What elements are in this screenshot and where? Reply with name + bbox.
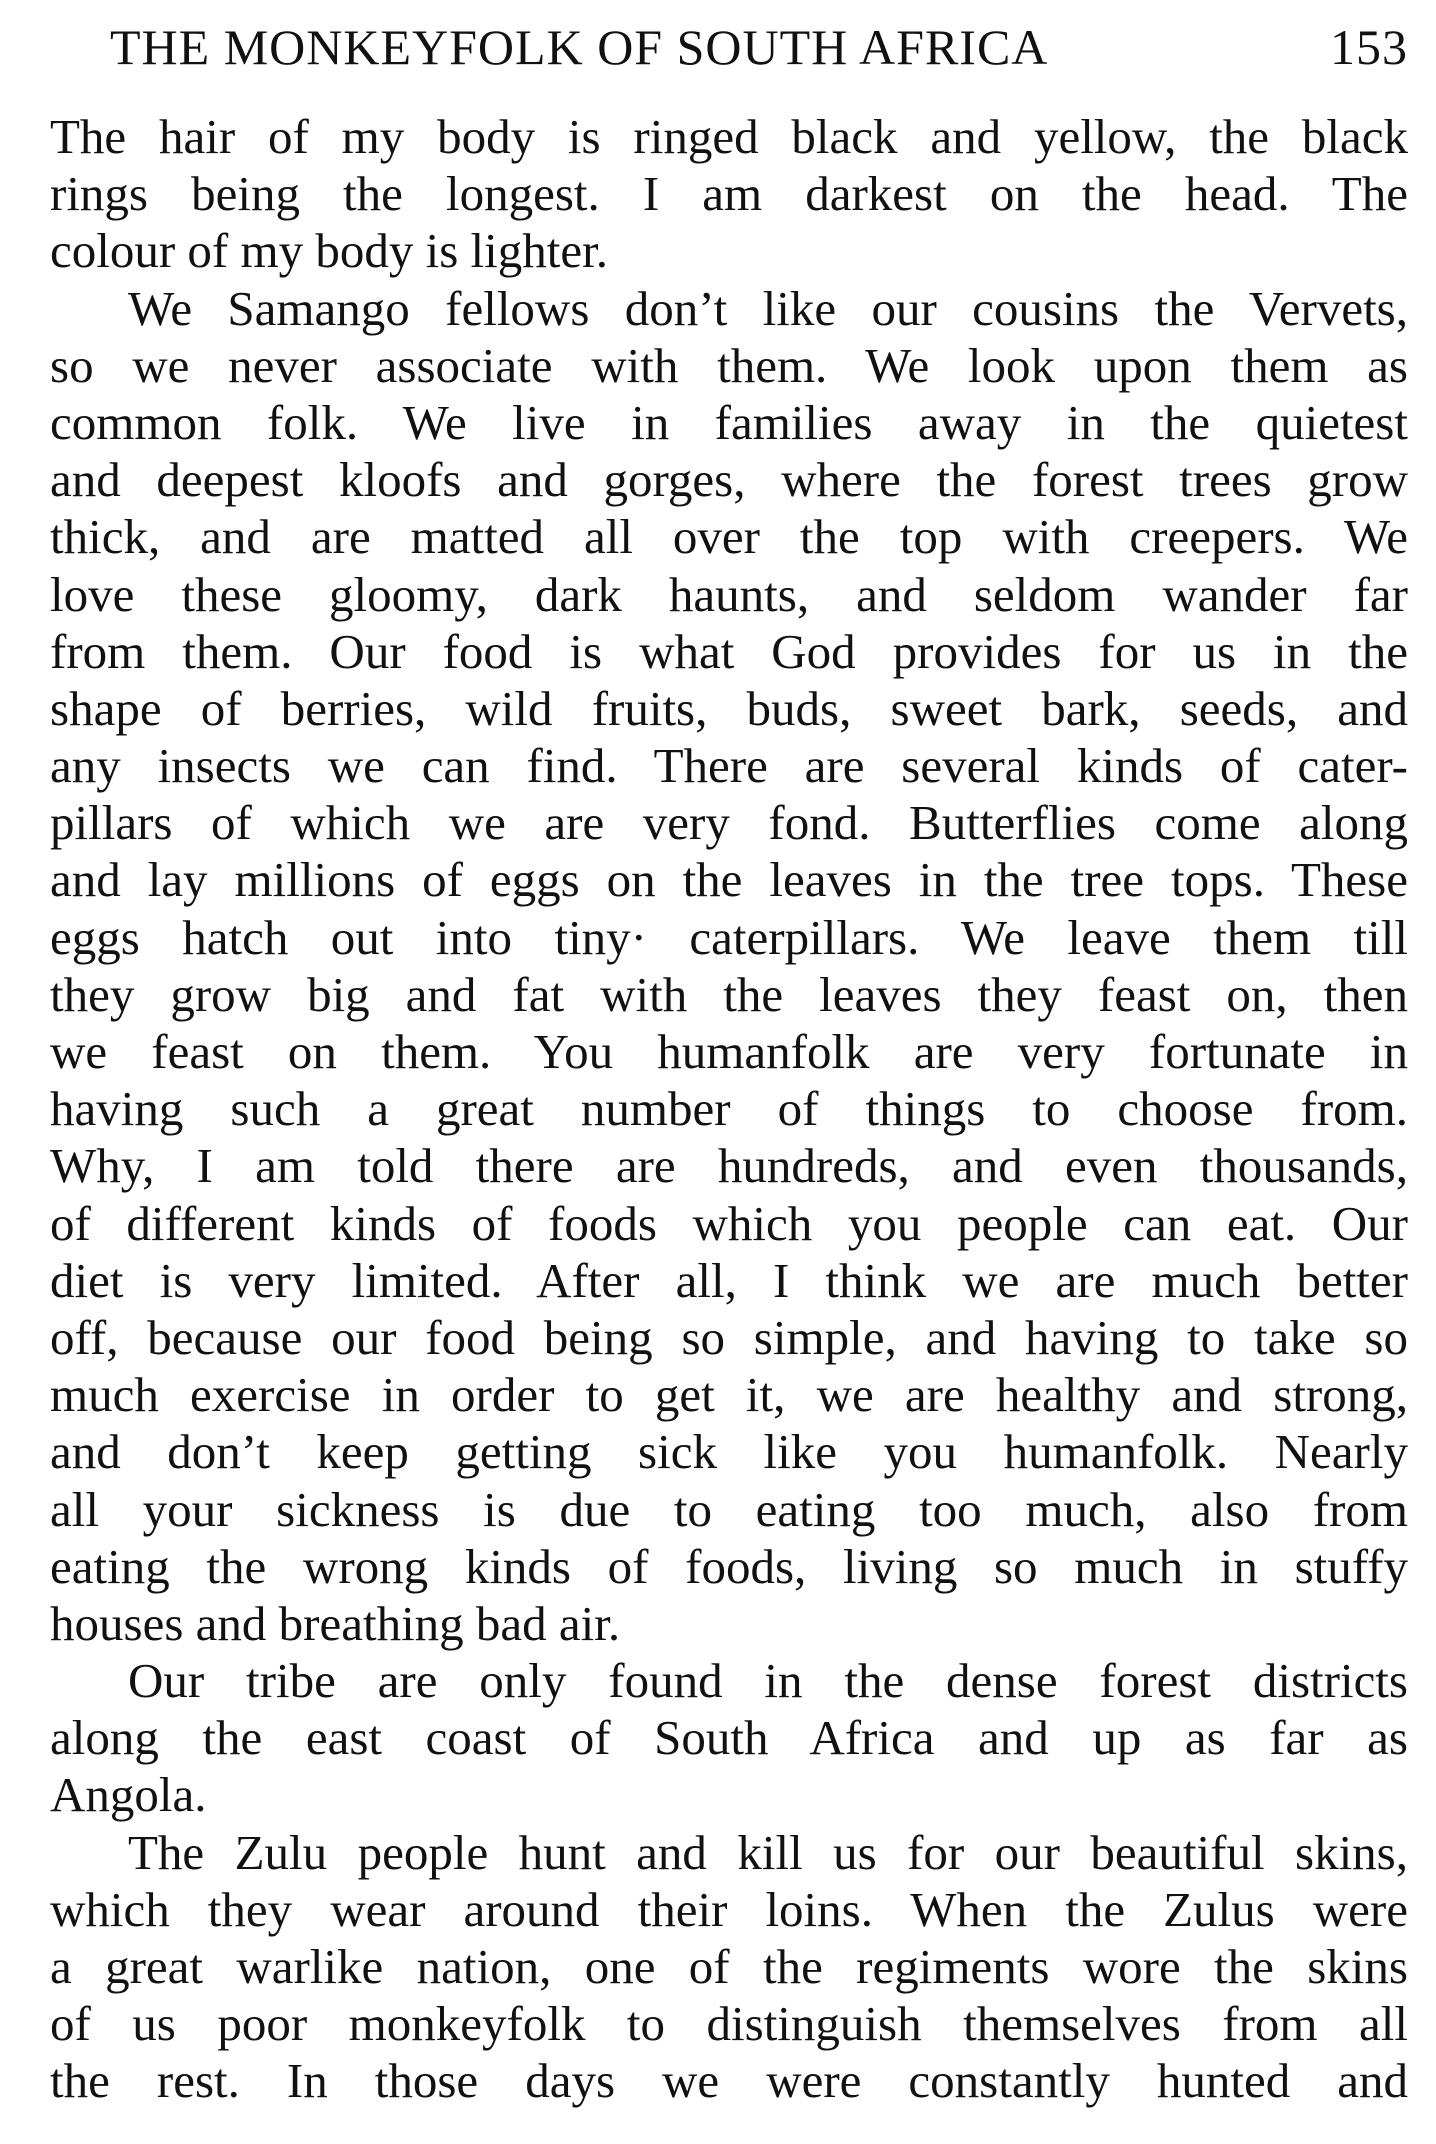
text-line: diet is very limited. After all, I think we are much better [50,1252,1408,1308]
text-line: Angola. [50,1767,207,1823]
text-line: Why, I am told there are hundreds, and even thousands, [50,1138,1408,1194]
text-line: rings being the longest. I am darkest on the head. The [50,166,1408,222]
text-line: The hair of my body is ringed black and yellow, the black [50,109,1408,164]
text-line: along the east coast of South Africa and up as far as [50,1710,1408,1766]
page-number: 153 [1330,19,1408,75]
text-line: houses and breathing bad air. [50,1595,621,1651]
text-line: having such a great number of things to choose from. [50,1081,1408,1137]
text-line: from them. Our food is what God provides for us in the [50,623,1408,679]
text-line: Our tribe are only found in the dense forest districts [128,1653,1408,1709]
text-line: colour of my body is lighter. [50,223,608,279]
text-line: eggs hatch out into tiny· caterpillars. We leave them till [50,909,1408,965]
text-line: shape of berries, wild fruits, buds, sweet bark, seeds, and [50,680,1408,736]
text-line: of different kinds of foods which you people can eat. Our [50,1195,1408,1251]
text-line: The Zulu people hunt and kill us for our beautiful skins, [128,1824,1408,1880]
text-line: and don’t keep getting sick like you humanfolk. Nearly [50,1424,1408,1480]
text-line: any insects we can find. There are several kinds of cater- [50,738,1408,794]
text-line: a great warlike nation, one of the regiments wore the skins [50,1939,1408,1994]
text-line: the rest. In those days we were constantly hunted and [50,2053,1408,2109]
text-line: We Samango fellows don’t like our cousins the Vervets, [128,280,1408,336]
text-line: all your sickness is due to eating too much, also from [50,1481,1408,1537]
text-line: eating the wrong kinds of foods, living so much in stuffy [50,1538,1408,1594]
text-line: we feast on them. You humanfolk are very fortunate in [50,1024,1408,1079]
text-line: of us poor monkeyfolk to distinguish themselves from all [50,1996,1408,2052]
text-line: which they wear around their loins. When the Zulus were [50,1881,1408,1937]
body-text [50,108,1408,2110]
text-line: they grow big and fat with the leaves they feast on, then [50,966,1408,1022]
text-line: so we never associate with them. We look upon them as [50,337,1408,393]
text-line: and lay millions of eggs on the leaves in the tree tops. These [50,852,1408,908]
text-line: pillars of which we are very fond. Butterflies come along [50,795,1408,851]
text-line: off, because our food being so simple, and having to take so [50,1309,1408,1365]
text-line: common folk. We live in families away in the quietest [50,394,1408,450]
running-head [50,18,1408,78]
running-head-title: THE MONKEYFOLK OF SOUTH AFRICA [110,19,1049,75]
text-line: and deepest kloofs and gorges, where the forest trees grow [50,452,1408,508]
text-line: much exercise in order to get it, we are healthy and strong, [50,1367,1408,1423]
text-line: love these gloomy, dark haunts, and seldom wander far [50,566,1408,622]
text-line: thick, and are matted all over the top with creepers. We [50,509,1408,565]
